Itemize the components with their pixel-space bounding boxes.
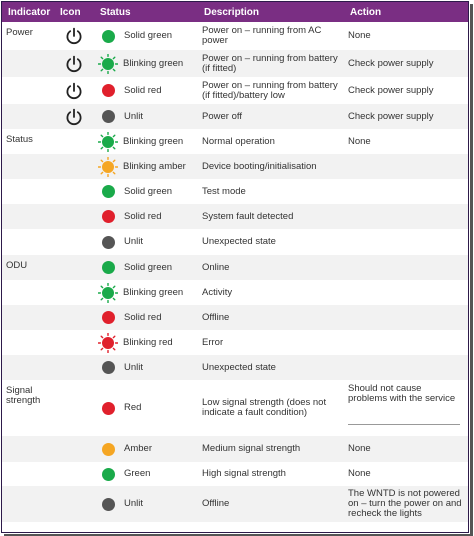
status-label: Blinking green	[123, 286, 184, 298]
table-row	[2, 486, 468, 522]
status-cell	[94, 129, 198, 154]
header-icon: Icon	[60, 6, 81, 18]
indicator-cell	[2, 462, 54, 486]
description-cell: Error	[202, 336, 224, 348]
icon-cell	[54, 305, 94, 330]
status-label: Solid green	[124, 30, 173, 41]
status-cell	[94, 229, 198, 255]
action-cell	[344, 204, 468, 229]
solid-green-light-icon	[102, 261, 115, 274]
solid-grey-light-icon	[102, 498, 115, 511]
solid-green-light-icon	[102, 468, 115, 481]
table-row	[2, 255, 468, 280]
status-cell	[94, 280, 198, 305]
status-cell	[94, 77, 198, 104]
status-label: Blinking amber	[123, 160, 186, 172]
frame-shadow-right	[470, 4, 473, 535]
status-label: Solid red	[124, 311, 162, 323]
indicator-cell	[2, 179, 54, 204]
power-icon	[54, 54, 94, 74]
solid-red-light-icon	[102, 402, 115, 415]
icon-cell	[54, 154, 94, 179]
indicator-cell	[2, 204, 54, 229]
description-cell: Power on – running from battery (if fitted)/battery low	[202, 79, 338, 101]
icon-cell	[54, 77, 94, 104]
status-label: Solid green	[124, 261, 173, 273]
action-cell	[344, 255, 468, 280]
table-row	[2, 22, 468, 50]
header-action: Action	[350, 6, 382, 18]
description-cell: Test mode	[202, 185, 246, 197]
blinking-amber-light-icon	[98, 157, 118, 177]
status-label: Unlit	[124, 110, 144, 122]
description-cell: Online	[202, 261, 230, 273]
action-note: Should not cause problems with the service	[348, 384, 460, 425]
status-cell	[94, 204, 198, 229]
indicator-table	[2, 2, 468, 522]
status-cell	[94, 179, 198, 204]
header-status: Status	[100, 6, 131, 18]
blinking-green-light-icon	[98, 283, 118, 303]
icon-cell	[54, 486, 94, 522]
status-label: Unlit	[124, 498, 144, 509]
icon-cell	[54, 129, 94, 154]
status-label: Red	[124, 402, 142, 413]
action-cell: None	[348, 468, 371, 479]
status-cell	[94, 305, 198, 330]
icon-cell	[54, 280, 94, 305]
status-cell	[94, 255, 198, 280]
description-cell: Low signal strength (does not indicate a fault condition)	[202, 397, 327, 418]
solid-red-light-icon	[102, 210, 115, 223]
description-cell: Power on – running from AC power	[202, 25, 322, 46]
icon-cell	[54, 179, 94, 204]
action-cell	[344, 305, 468, 330]
table-body	[2, 22, 468, 522]
description-cell: Activity	[202, 286, 233, 298]
solid-red-light-icon	[102, 311, 115, 324]
action-cell: None	[348, 135, 371, 147]
table-row	[2, 355, 468, 380]
icon-cell	[54, 229, 94, 255]
power-icon	[54, 107, 94, 127]
icon-cell	[54, 462, 94, 486]
status-label: Amber	[124, 443, 152, 454]
action-cell	[344, 355, 468, 380]
indicator-cell: Signal strength	[6, 385, 41, 406]
table-row	[2, 154, 468, 179]
table-row	[2, 305, 468, 330]
icon-cell	[54, 355, 94, 380]
description-cell: Unexpected state	[202, 236, 276, 247]
icon-cell	[54, 380, 94, 436]
icon-cell	[54, 50, 94, 77]
indicator-cell: ODU	[6, 260, 28, 271]
status-label: Blinking green	[123, 135, 184, 147]
header-description: Description	[204, 6, 260, 18]
table-row	[2, 77, 468, 104]
table-row	[2, 380, 468, 436]
table-row	[2, 179, 468, 204]
solid-green-light-icon	[102, 30, 115, 43]
solid-green-light-icon	[102, 185, 115, 198]
status-cell	[94, 50, 198, 77]
description-cell: Normal operation	[202, 135, 275, 147]
blinking-red-light-icon	[98, 333, 118, 353]
table-row	[2, 50, 468, 77]
action-cell	[344, 330, 468, 355]
status-label: Unlit	[124, 236, 144, 247]
description-cell: Device booting/initialisation	[202, 160, 317, 172]
indicator-cell	[2, 355, 54, 380]
table-row	[2, 462, 468, 486]
description-cell: Offline	[202, 498, 230, 509]
status-cell	[94, 355, 198, 380]
indicator-cell	[2, 280, 54, 305]
description-cell: Unexpected state	[202, 361, 276, 373]
table-row	[2, 280, 468, 305]
table-row	[2, 104, 468, 129]
status-label: Solid green	[124, 185, 173, 197]
icon-cell	[54, 255, 94, 280]
action-cell	[344, 154, 468, 179]
indicator-cell	[2, 104, 54, 129]
table-row	[2, 204, 468, 229]
status-cell	[94, 22, 198, 50]
status-cell	[94, 436, 198, 462]
action-cell: Check power supply	[348, 84, 434, 96]
table-header-row	[2, 2, 468, 22]
status-label: Solid red	[124, 210, 162, 222]
power-icon	[54, 26, 94, 46]
status-cell	[94, 486, 198, 522]
action-cell: None	[348, 30, 371, 41]
description-cell: Power on – running from battery (if fitted)	[202, 52, 338, 74]
status-cell	[94, 330, 198, 355]
description-cell: Power off	[202, 110, 242, 122]
solid-grey-light-icon	[102, 110, 115, 123]
indicator-cell	[2, 229, 54, 255]
header-indicator: Indicator	[8, 6, 51, 18]
icon-cell	[54, 330, 94, 355]
status-label: Unlit	[124, 361, 144, 373]
power-icon	[54, 81, 94, 101]
description-cell: System fault detected	[202, 210, 294, 222]
table-row	[2, 129, 468, 154]
indicator-cell	[2, 436, 54, 462]
indicator-cell: Power	[6, 27, 33, 38]
solid-amber-light-icon	[102, 443, 115, 456]
indicator-cell	[2, 330, 54, 355]
action-cell	[344, 380, 468, 436]
table-row	[2, 436, 468, 462]
status-label: Green	[124, 468, 151, 479]
indicator-cell	[2, 305, 54, 330]
action-cell	[344, 280, 468, 305]
indicator-cell	[2, 154, 54, 179]
indicator-table-frame	[1, 1, 469, 533]
action-cell: None	[348, 443, 371, 454]
table-row	[2, 330, 468, 355]
table-row	[2, 229, 468, 255]
icon-cell	[54, 436, 94, 462]
indicator-cell	[2, 50, 54, 77]
icon-cell	[54, 104, 94, 129]
action-cell	[344, 229, 468, 255]
solid-grey-light-icon	[102, 361, 115, 374]
indicator-cell	[2, 486, 54, 522]
description-cell: High signal strength	[202, 468, 286, 479]
indicator-cell: Status	[6, 134, 33, 145]
icon-cell	[54, 22, 94, 50]
action-cell	[344, 179, 468, 204]
status-label: Blinking green	[123, 57, 184, 69]
description-cell: Offline	[202, 311, 230, 323]
status-label: Solid red	[124, 84, 162, 96]
icon-cell	[54, 204, 94, 229]
solid-red-light-icon	[102, 84, 115, 97]
status-label: Blinking red	[123, 336, 173, 348]
blinking-green-light-icon	[98, 132, 118, 152]
status-cell	[94, 154, 198, 179]
indicator-cell	[2, 77, 54, 104]
status-cell	[94, 380, 198, 436]
action-cell: The WNTD is not powered on – turn the power on and recheck the lights	[348, 488, 462, 519]
description-cell: Medium signal strength	[202, 443, 301, 454]
status-cell	[94, 462, 198, 486]
blinking-green-light-icon	[98, 54, 118, 74]
action-cell: Check power supply	[348, 57, 434, 69]
status-cell	[94, 104, 198, 129]
solid-grey-light-icon	[102, 236, 115, 249]
action-cell: Check power supply	[348, 110, 434, 122]
